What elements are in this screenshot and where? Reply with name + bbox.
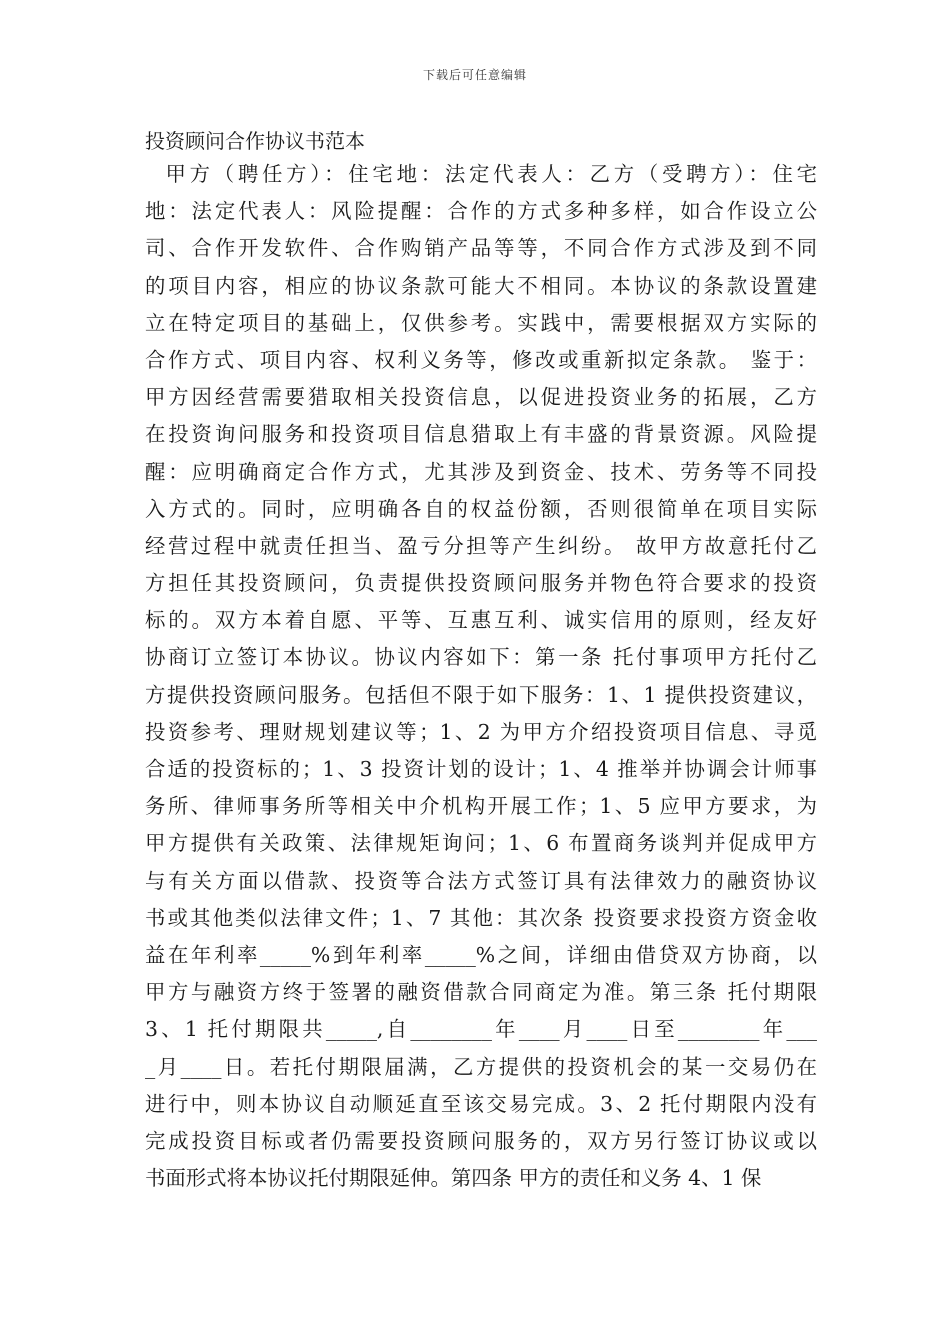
body-line: 入方式的。同时，应明确各自的权益份额，否则很简单在项目实际 (145, 496, 817, 521)
body-line: 合作方式、项目内容、权利义务等，修改或重新拟定条款。 鉴于： (145, 347, 817, 372)
body-line: _月____日。若托付期限届满，乙方提供的投资机会的某一交易仍在 (145, 1054, 817, 1079)
body-line: 协商订立签订本协议。协议内容如下：第一条 托付事项甲方托付乙 (145, 645, 817, 670)
body-line: 醒：应明确商定合作方式，尤其涉及到资金、技术、劳务等不同投 (145, 459, 817, 484)
body-line: 甲方提供有关政策、法律规矩询问；1、6 布置商务谈判并促成甲方 (145, 831, 817, 856)
body-line: 投资参考、理财规划建议等；1、2 为甲方介绍投资项目信息、寻觅 (145, 719, 817, 744)
body-line: 务所、律师事务所等相关中介机构开展工作；1、5 应甲方要求，为 (145, 794, 817, 819)
body-line: 与有关方面以借款、投资等合法方式签订具有法律效力的融资协议 (145, 868, 817, 893)
body-line: 方提供投资顾问服务。包括但不限于如下服务：1、1 提供投资建议， (145, 682, 817, 707)
body-line: 书或其他类似法律文件；1、7 其他：其次条 投资要求投资方资金收 (145, 905, 817, 930)
document-title: 投资顾问合作协议书范本 (145, 129, 365, 153)
body-line: 司、合作开发软件、合作购销产品等等，不同合作方式涉及到不同 (145, 236, 817, 261)
body-line: 甲方与融资方终于签署的融资借款合同商定为准。第三条 托付期限 (145, 980, 817, 1005)
body-line: 益在年利率_____%到年利率_____%之间，详细由借贷双方协商，以 (145, 942, 817, 967)
body-line: 经营过程中就责任担当、盈亏分担等产生纠纷。 故甲方故意托付乙 (145, 533, 817, 558)
body-line: 合适的投资标的；1、3 投资计划的设计；1、4 推举并协调会计师事 (145, 757, 817, 781)
body-line: 方担任其投资顾问，负责提供投资顾问服务并物色符合要求的投资 (145, 571, 817, 596)
body-line: 地：法定代表人：风险提醒：合作的方式多种多样，如合作设立公 (145, 199, 817, 224)
body-line: 在投资询问服务和投资项目信息猎取上有丰盛的背景资源。风险提 (145, 422, 817, 447)
body-line: 书面形式将本协议托付期限延伸。第四条 甲方的责任和义务 4、1 保 (145, 1166, 762, 1191)
body-line: 的项目内容，相应的协议条款可能大不相同。本协议的条款设置建 (145, 273, 817, 298)
body-line: 立在特定项目的基础上，仅供参考。实践中，需要根据双方实际的 (145, 310, 817, 335)
body-line: 标的。双方本着自愿、平等、互惠互利、诚实信用的原则，经友好 (145, 608, 817, 633)
body-line: 3、1 托付期限共_____,自________年____月____日至________年___ (145, 1017, 817, 1042)
body-line: 甲方因经营需要猎取相关投资信息，以促进投资业务的拓展，乙方 (145, 385, 817, 410)
body-line: 进行中，则本协议自动顺延直至该交易完成。3、2 托付期限内没有 (145, 1091, 817, 1116)
document-body (145, 156, 817, 1197)
body-line: 完成投资目标或者仍需要投资顾问服务的，双方另行签订协议或以 (145, 1128, 817, 1153)
page-header: 下载后可任意编辑 (422, 68, 527, 82)
body-line: 甲方（聘任方）：住宅地：法定代表人：乙方（受聘方）：住宅 (145, 162, 817, 186)
